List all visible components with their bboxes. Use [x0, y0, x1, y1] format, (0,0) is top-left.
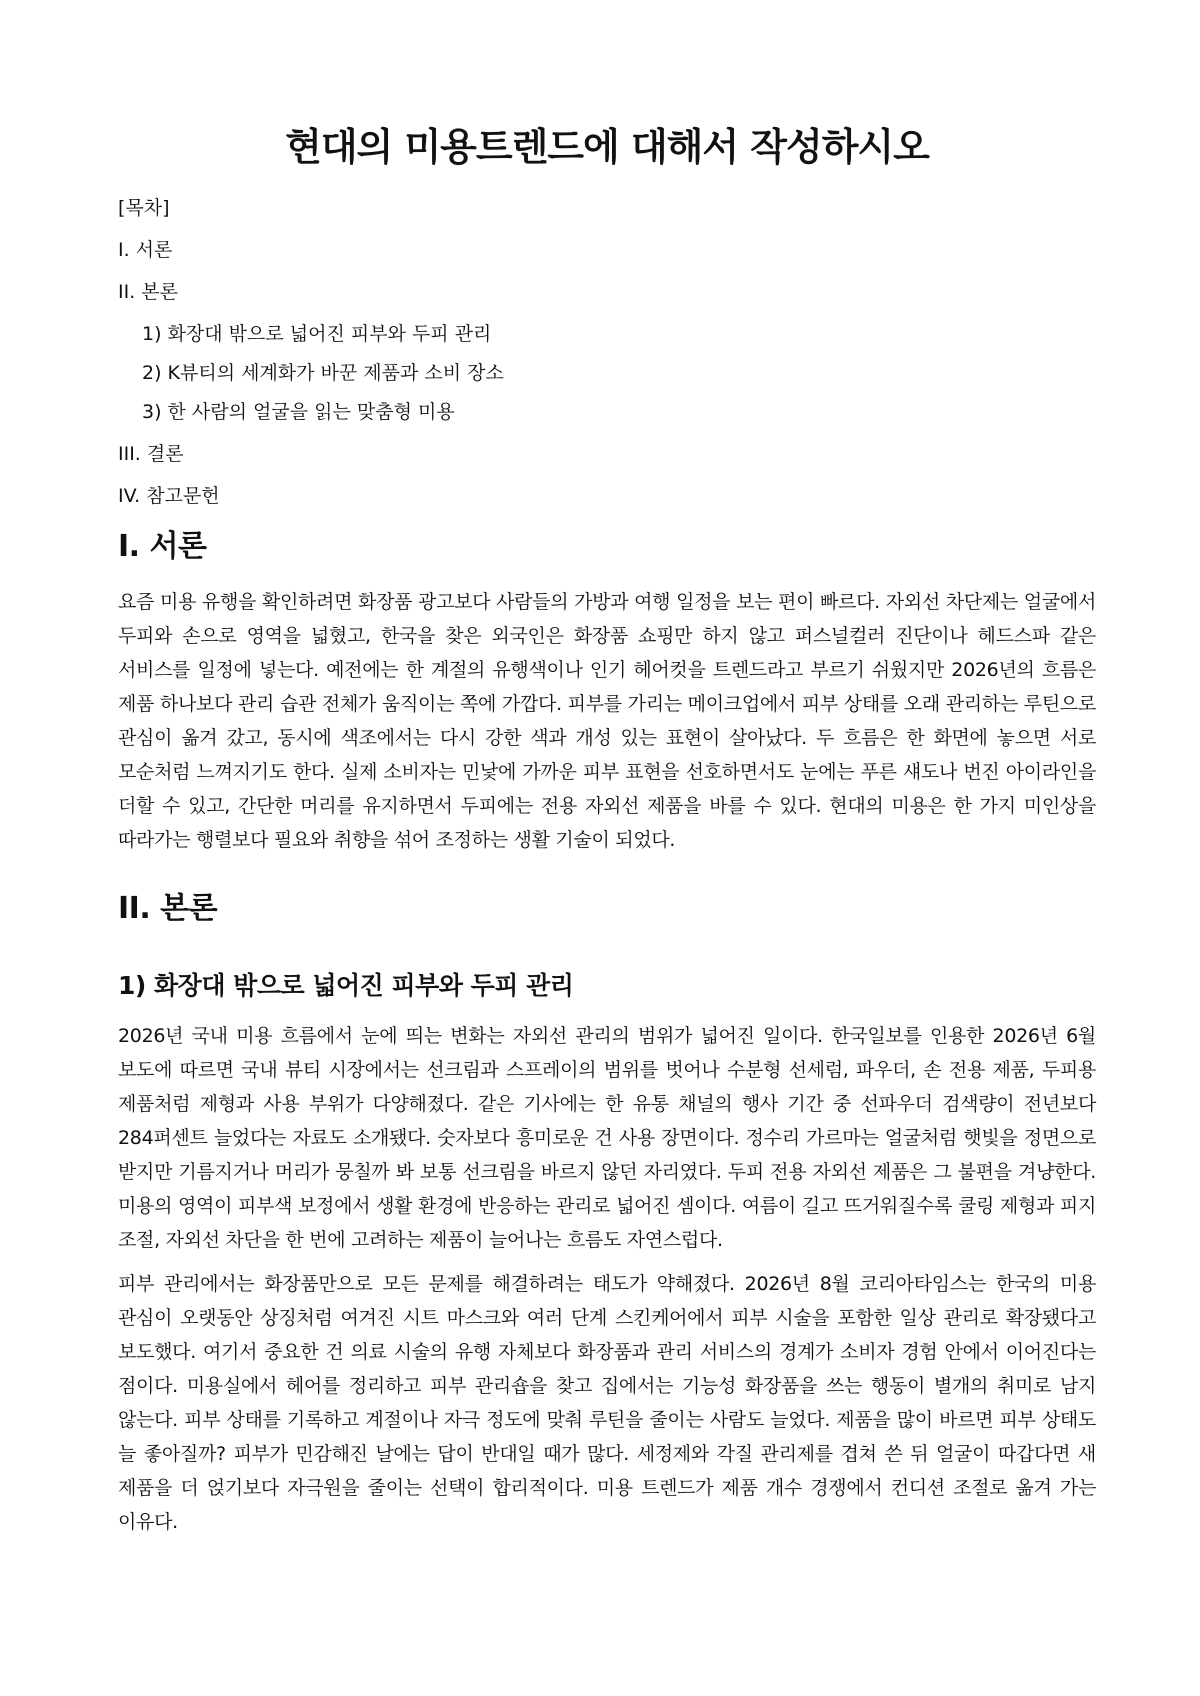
- body-heading: II. 본론: [118, 891, 218, 926]
- toc-item-body-1: 1) 화장대 밖으로 넓어진 피부와 두피 관리: [142, 323, 492, 345]
- intro-heading: I. 서론: [118, 529, 207, 564]
- body-sub1-paragraph-1: 2026년 국내 미용 흐름에서 눈에 띄는 변화는 자외선 관리의 범위가 넓어진 일이다. 한국일보를 인용한 2026년 6월 보도에 따르면 국내 뷰티 시장에서는 선크림과 스프레이의 범위를 벗어나 수분형 선세럼, 파우더, 손 전용 제품, 두피용 제품처럼 제형과 사용 부위가 다양해졌다. 같은 기사에는 한 유통 채널의 행사 기간 중 선파우더 검색량이 전년보다 284퍼센트 늘었다는 자료도 소개됐다. 숫자보다 흥미로운 건 사용 장면이다. 정수리 가르마는 얼굴처럼 햇빛을 정면으로 받지만 기름지거나 머리가 뭉칠까 봐 보통 선크림을 바르지 않던 자리였다. 두피 전용 자외선 제품은 그 불편을 겨냥한다. 미용의 영역이 피부색 보정에서 생활 환경에 반응하는 관리로 넓어진 셈이다. 여름이 길고 뜨거워질수록 쿨링 제형과 피지 조절, 자외선 차단을 한 번에 고려하는 제품이 늘어나는 흐름도 자연스럽다.: [118, 1025, 1096, 1251]
- intro-section: [118, 527, 1096, 857]
- toc-item-body: II. 본론: [118, 281, 178, 303]
- toc-item-conclusion: III. 결론: [118, 443, 184, 465]
- document-title: 현대의 미용트렌드에 대해서 작성하시오: [285, 125, 929, 169]
- body-sub1-paragraph-2: 피부 관리에서는 화장품만으로 모든 문제를 해결하려는 태도가 약해졌다. 2026년 8월 코리아타임스는 한국의 미용 관심이 오랫동안 상징처럼 여겨진 시트 마스크와 여러 단계 스킨케어에서 피부 시술을 포함한 일상 관리로 확장됐다고 보도했다. 여기서 중요한 건 의료 시술의 유행 자체보다 화장품과 관리 서비스의 경계가 소비자 경험 안에서 이어진다는 점이다. 미용실에서 헤어를 정리하고 피부 관리숍을 찾고 집에서는 기능성 화장품을 쓰는 행동이 별개의 취미로 남지 않는다. 피부 상태를 기록하고 계절이나 자극 정도에 맞춰 루틴을 줄이는 사람도 늘었다. 제품을 많이 바르면 피부 상태도 늘 좋아질까? 피부가 민감해진 날에는 답이 반대일 때가 많다. 세정제와 각질 관리제를 겹쳐 쓴 뒤 얼굴이 따갑다면 새 제품을 더 얹기보다 자극원을 줄이는 선택이 합리적이다. 미용 트렌드가 제품 개수 경쟁에서 컨디션 조절로 옮겨 가는 이유다.: [118, 1273, 1096, 1533]
- toc-item-body-2: 2) K뷰티의 세계화가 바꾼 제품과 소비 장소: [142, 362, 504, 384]
- toc-item-intro: I. 서론: [118, 239, 173, 261]
- table-of-contents: [118, 197, 1096, 509]
- toc-item-body-3: 3) 한 사람의 얼굴을 읽는 맞춤형 미용: [142, 401, 455, 423]
- toc-item-references: IV. 참고문헌: [118, 485, 220, 507]
- intro-paragraph: 요즘 미용 유행을 확인하려면 화장품 광고보다 사람들의 가방과 여행 일정을 보는 편이 빠르다. 자외선 차단제는 얼굴에서 두피와 손으로 영역을 넓혔고, 한국을 찾은 외국인은 화장품 쇼핑만 하지 않고 퍼스널컬러 진단이나 헤드스파 같은 서비스를 일정에 넣는다. 예전에는 한 계절의 유행색이나 인기 헤어컷을 트렌드라고 부르기 쉬웠지만 2026년의 흐름은 제품 하나보다 관리 습관 전체가 움직이는 쪽에 가깝다. 피부를 가리는 메이크업에서 피부 상태를 오래 관리하는 루틴으로 관심이 옮겨 갔고, 동시에 색조에서는 다시 강한 색과 개성 있는 표현이 살아났다. 두 흐름은 한 화면에 놓으면 서로 모순처럼 느껴지기도 한다. 실제 소비자는 민낯에 가까운 피부 표현을 선호하면서도 눈에는 푸른 섀도나 번진 아이라인을 더할 수 있고, 간단한 머리를 유지하면서 두피에는 전용 자외선 제품을 바를 수 있다. 현대의 미용은 한 가지 미인상을 따라가는 행렬보다 필요와 취향을 섞어 조정하는 생활 기술이 되었다.: [118, 591, 1097, 851]
- body-section: [118, 889, 1096, 1539]
- body-sub1-heading: 1) 화장대 밖으로 넓어진 피부와 두피 관리: [118, 971, 574, 1000]
- toc-heading: [목차]: [118, 197, 170, 219]
- body-subsection-1: [118, 969, 1096, 1539]
